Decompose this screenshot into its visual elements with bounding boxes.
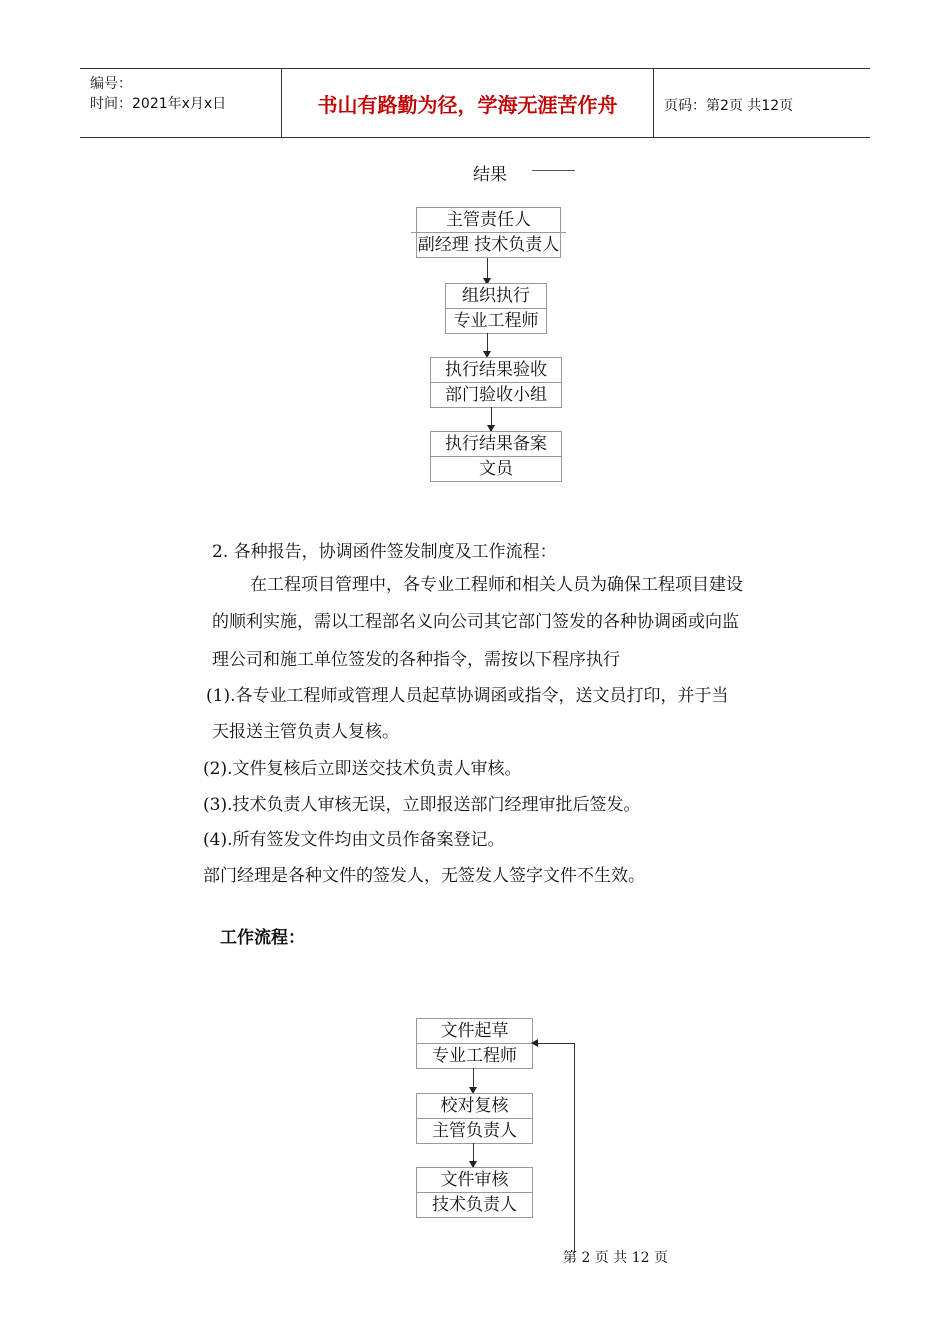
flow1-top-label: 结果 — [473, 165, 507, 185]
page-header — [80, 68, 870, 138]
flow1-box-3 — [430, 357, 562, 408]
box-role: 部门验收小组 — [431, 382, 561, 407]
number-label: 编号： — [90, 76, 132, 92]
connector-line — [532, 170, 575, 171]
flow2-box-2 — [416, 1093, 533, 1144]
arrow-left-icon — [531, 1039, 538, 1047]
box-role: 专业工程师 — [417, 1043, 532, 1068]
flow1-box-4 — [430, 431, 562, 482]
page-footer: 第 2 页 共 12 页 — [563, 1250, 668, 1266]
feedback-line — [574, 1043, 575, 1253]
time-label: 时间：2021年x月x日 — [90, 96, 227, 112]
box-role: 技术负责人 — [417, 1192, 532, 1217]
box-title: 主管责任人 — [446, 210, 531, 230]
box-title: 组织执行 — [462, 286, 530, 306]
list-item-continued: 天报送主管负责人复核。 — [212, 722, 399, 742]
box-title: 文件审核 — [440, 1170, 509, 1190]
box-role: 主管负责人 — [417, 1118, 532, 1143]
flow2-box-1 — [416, 1018, 533, 1069]
feedback-line — [538, 1043, 574, 1044]
box-title: 校对复核 — [440, 1096, 509, 1116]
paragraph-line: 理公司和施工单位签发的各种指令，需按以下程序执行 — [212, 650, 620, 670]
list-item: (1).各专业工程师或管理人员起草协调函或指令，送文员打印，并于当 — [206, 686, 729, 706]
paragraph-line: 的顺利实施，需以工程部名义向公司其它部门签发的各种协调函或向监 — [212, 612, 739, 632]
header-meta-cell — [80, 69, 282, 137]
page-info: 页码：第2页 共12页 — [664, 98, 794, 114]
box-title: 执行结果验收 — [445, 360, 547, 380]
flow2-box-3 — [416, 1167, 533, 1218]
list-item: (3).技术负责人审核无误，立即报送部门经理审批后签发。 — [203, 795, 641, 815]
box-role: 专业工程师 — [446, 308, 546, 333]
box-title: 文件起草 — [440, 1021, 509, 1041]
flow1-box-2 — [445, 283, 547, 334]
workflow-title: 工作流程： — [220, 928, 305, 948]
motto: 书山有路勤为径，学海无涯苦作舟 — [282, 69, 654, 137]
closing-statement: 部门经理是各种文件的签发人，无签发人签字文件不生效。 — [203, 866, 645, 886]
paragraph-line: 在工程项目管理中，各专业工程师和相关人员为确保工程项目建设 — [250, 575, 743, 595]
box-title: 执行结果备案 — [445, 434, 547, 454]
section-title: 2. 各种报告，协调函件签发制度及工作流程： — [212, 542, 557, 562]
list-item: (4).所有签发文件均由文员作备案登记。 — [203, 830, 505, 850]
flow1-box-1 — [416, 207, 561, 258]
box-role: 副经理 技术负责人 — [411, 232, 566, 257]
box-role: 文员 — [431, 456, 561, 481]
list-item: (2).文件复核后立即送交技术负责人审核。 — [203, 759, 522, 779]
